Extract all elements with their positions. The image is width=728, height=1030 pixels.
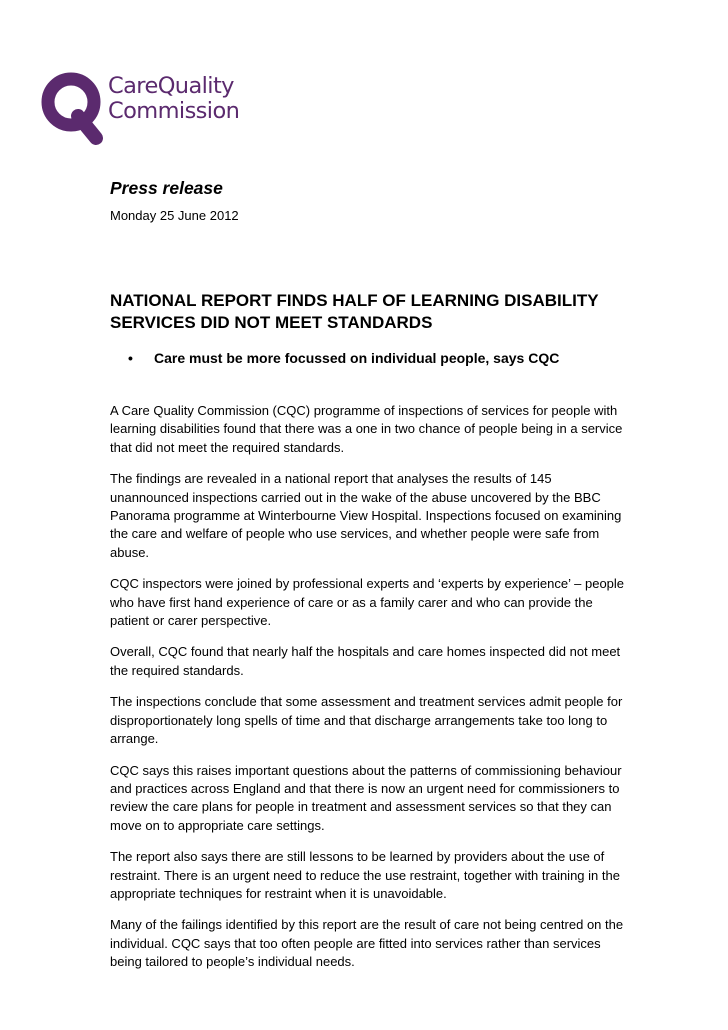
logo-line-2: Commission xyxy=(108,98,240,124)
paragraph: Overall, CQC found that nearly half the hospitals and care homes inspected did not meet the required standards. xyxy=(110,644,621,678)
paragraph: The findings are revealed in a national report that analyses the results of 145 unannounced inspections carried out in the wake of the abuse uncovered by the BBC Panorama programme at Winterbourne View Hospital. Inspections focused on examining the care and welfare of people who use services, and whether people were safe from abuse. xyxy=(110,471,622,560)
bullet-text: Care must be more focussed on individual people, says CQC xyxy=(154,350,560,366)
paragraph: A Care Quality Commission (CQC) programme of inspections of services for people with learning disabilities found that there was a one in two chance of people being in a service that did not meet the required standards. xyxy=(110,403,623,455)
headline xyxy=(110,290,650,334)
release-date: Monday 25 June 2012 xyxy=(110,208,239,223)
logo-line-1: CareQuality xyxy=(108,73,234,99)
paragraph: The inspections conclude that some assessment and treatment services admit people for disproportionately long spells of time and that discharge arrangements take too long to arrange. xyxy=(110,694,623,747)
headline-line-1: NATIONAL REPORT FINDS HALF OF LEARNING DISABILITY xyxy=(110,291,599,310)
bullet-item xyxy=(128,350,559,366)
body-text xyxy=(110,402,630,985)
cqc-logo xyxy=(40,68,270,146)
logo-text xyxy=(108,74,239,124)
paragraph: The report also says there are still lessons to be learned by providers about the use of restraint. There is an urgent need to reduce the use restraint, together with training in the appropriate techniques for restraint when it is unavoidable. xyxy=(110,849,620,901)
bullet-marker: • xyxy=(128,350,133,366)
paragraph: CQC says this raises important questions about the patterns of commissioning behaviour and practices across England and that there is now an urgent need for commissioners to review the care plans for people in treatment and assessment services so that they can move on to appropriate care settings. xyxy=(110,762,622,833)
paragraph: Many of the failings identified by this report are the result of care not being centred on the individual. CQC says that too often people are fitted into services rather than services being tailored to people’s individual needs. xyxy=(110,917,624,970)
paragraph: CQC inspectors were joined by professional experts and ‘experts by experience’ – people who have first hand experience of care or as a family carer and who can provide the patient or carer perspective. xyxy=(110,576,625,629)
document-type: Press release xyxy=(110,178,223,198)
q-logo-icon xyxy=(40,68,106,146)
headline-line-2: SERVICES DID NOT MEET STANDARDS xyxy=(110,313,433,332)
